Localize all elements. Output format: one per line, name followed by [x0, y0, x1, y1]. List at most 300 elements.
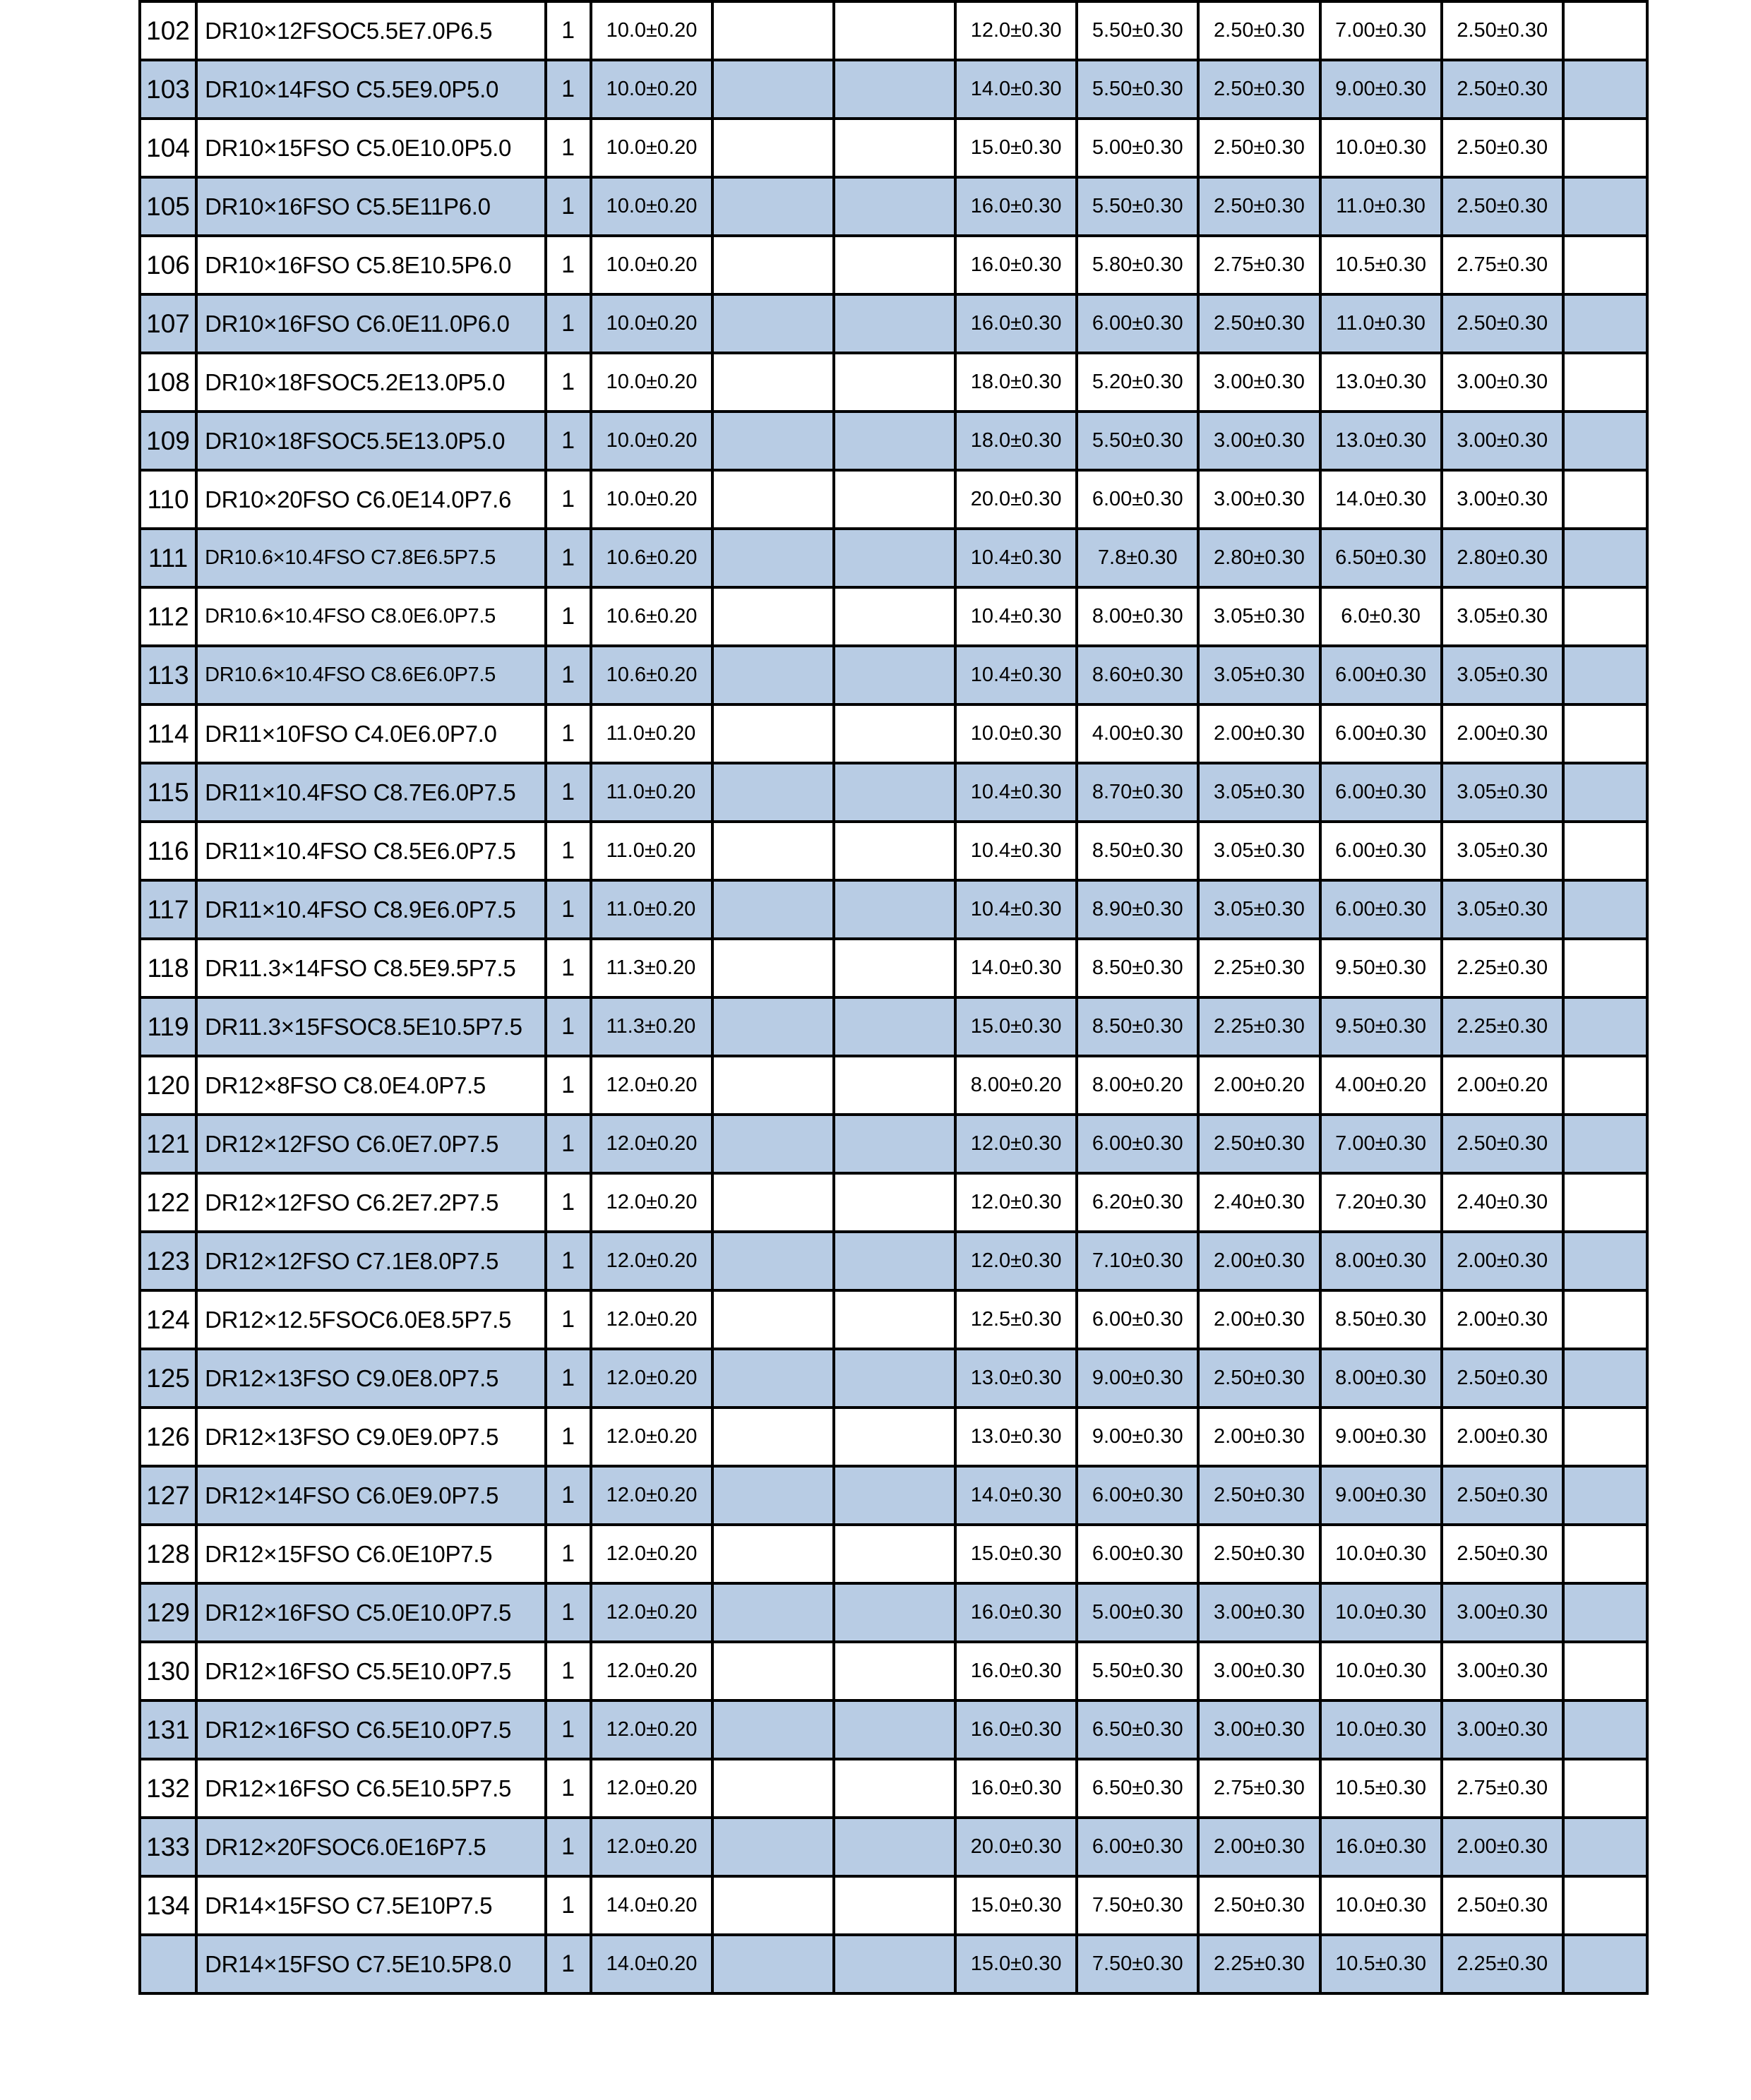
diameter-cell: 12.0±0.20: [591, 1408, 712, 1466]
empty-cell: [1563, 1876, 1647, 1935]
diameter-cell: 10.6±0.20: [591, 587, 712, 646]
empty-cell: [1563, 1349, 1647, 1408]
quantity-cell: 1: [546, 353, 591, 412]
diameter-cell: 10.0±0.20: [591, 236, 712, 294]
empty-cell: [712, 1700, 834, 1759]
model-cell: DR11.3×14FSO C8.5E9.5P7.5: [196, 939, 545, 997]
dimension-p-cell: 2.50±0.30: [1442, 1466, 1563, 1525]
diameter-cell: 14.0±0.20: [591, 1876, 712, 1935]
diameter-cell: 10.0±0.20: [591, 353, 712, 412]
dimension-e-cell: 16.0±0.30: [1320, 1818, 1442, 1876]
dimension-c-cell: 9.00±0.30: [1077, 1408, 1198, 1466]
dimension-c-cell: 6.00±0.30: [1077, 1466, 1198, 1525]
dimension-p-cell: 2.75±0.30: [1442, 236, 1563, 294]
empty-cell: [834, 294, 955, 353]
table-row: [140, 1935, 1647, 1993]
dimension-c-cell: 5.00±0.30: [1077, 119, 1198, 177]
quantity-cell: 1: [546, 1759, 591, 1818]
length-cell: 20.0±0.30: [955, 470, 1077, 529]
dimension-c-cell: 5.50±0.30: [1077, 1, 1198, 60]
table-row: [140, 1759, 1647, 1818]
length-cell: 14.0±0.30: [955, 60, 1077, 119]
dimension-c-cell: 8.70±0.30: [1077, 763, 1198, 822]
empty-cell: [1563, 1583, 1647, 1642]
model-cell: DR11.3×15FSOC8.5E10.5P7.5: [196, 997, 545, 1056]
model-cell: DR12×16FSO C5.5E10.0P7.5: [196, 1642, 545, 1700]
table-row: [140, 1115, 1647, 1173]
quantity-cell: 1: [546, 587, 591, 646]
diameter-cell: 10.0±0.20: [591, 1, 712, 60]
dimension-e-cell: 6.00±0.30: [1320, 880, 1442, 939]
diameter-cell: 12.0±0.20: [591, 1115, 712, 1173]
dimension-h-cell: 2.00±0.20: [1198, 1056, 1320, 1115]
row-number-cell: 129: [140, 1583, 196, 1642]
model-cell: DR10×14FSO C5.5E9.0P5.0: [196, 60, 545, 119]
model-cell: DR12×16FSO C6.5E10.0P7.5: [196, 1700, 545, 1759]
dimension-p-cell: 3.00±0.30: [1442, 353, 1563, 412]
dimension-h-cell: 2.50±0.30: [1198, 1466, 1320, 1525]
dimension-h-cell: 3.05±0.30: [1198, 587, 1320, 646]
empty-cell: [712, 939, 834, 997]
length-cell: 15.0±0.30: [955, 1525, 1077, 1583]
empty-cell: [712, 529, 834, 587]
empty-cell: [712, 119, 834, 177]
row-number-cell: 113: [140, 646, 196, 704]
dimension-p-cell: 2.00±0.30: [1442, 1818, 1563, 1876]
empty-cell: [834, 1232, 955, 1290]
row-number-cell: 111: [140, 529, 196, 587]
empty-cell: [712, 1642, 834, 1700]
dimension-e-cell: 11.0±0.30: [1320, 294, 1442, 353]
diameter-cell: 10.6±0.20: [591, 529, 712, 587]
row-number-cell: 128: [140, 1525, 196, 1583]
diameter-cell: 12.0±0.20: [591, 1759, 712, 1818]
dimension-c-cell: 7.50±0.30: [1077, 1935, 1198, 1993]
empty-cell: [712, 1583, 834, 1642]
dimension-h-cell: 2.50±0.30: [1198, 119, 1320, 177]
table-row: [140, 880, 1647, 939]
quantity-cell: 1: [546, 1349, 591, 1408]
empty-cell: [1563, 60, 1647, 119]
dimension-e-cell: 6.00±0.30: [1320, 704, 1442, 763]
dimension-c-cell: 9.00±0.30: [1077, 1349, 1198, 1408]
empty-cell: [1563, 1173, 1647, 1232]
dimension-h-cell: 3.05±0.30: [1198, 880, 1320, 939]
empty-cell: [834, 1349, 955, 1408]
empty-cell: [834, 997, 955, 1056]
length-cell: 15.0±0.30: [955, 997, 1077, 1056]
model-cell: DR12×13FSO C9.0E8.0P7.5: [196, 1349, 545, 1408]
empty-cell: [712, 1759, 834, 1818]
empty-cell: [834, 1700, 955, 1759]
row-number-cell: 104: [140, 119, 196, 177]
dimension-e-cell: 8.00±0.30: [1320, 1349, 1442, 1408]
empty-cell: [834, 1466, 955, 1525]
quantity-cell: 1: [546, 763, 591, 822]
diameter-cell: 12.0±0.20: [591, 1525, 712, 1583]
model-cell: DR12×16FSO C6.5E10.5P7.5: [196, 1759, 545, 1818]
dimension-e-cell: 8.50±0.30: [1320, 1290, 1442, 1349]
table-row: [140, 1232, 1647, 1290]
dimension-e-cell: 13.0±0.30: [1320, 412, 1442, 470]
table-row: [140, 60, 1647, 119]
empty-cell: [1563, 939, 1647, 997]
model-cell: DR10×18FSOC5.5E13.0P5.0: [196, 412, 545, 470]
dimension-h-cell: 3.05±0.30: [1198, 646, 1320, 704]
empty-cell: [834, 587, 955, 646]
dimension-e-cell: 10.5±0.30: [1320, 1759, 1442, 1818]
model-cell: DR10.6×10.4FSO C7.8E6.5P7.5: [196, 529, 545, 587]
empty-cell: [1563, 1818, 1647, 1876]
dimension-p-cell: 2.00±0.20: [1442, 1056, 1563, 1115]
dimension-p-cell: 2.00±0.30: [1442, 1232, 1563, 1290]
dimension-p-cell: 2.50±0.30: [1442, 1115, 1563, 1173]
empty-cell: [834, 704, 955, 763]
empty-cell: [1563, 529, 1647, 587]
empty-cell: [712, 1818, 834, 1876]
model-cell: DR12×12FSO C6.0E7.0P7.5: [196, 1115, 545, 1173]
quantity-cell: 1: [546, 294, 591, 353]
empty-cell: [834, 1935, 955, 1993]
empty-cell: [1563, 1115, 1647, 1173]
quantity-cell: 1: [546, 1876, 591, 1935]
dimension-p-cell: 2.50±0.30: [1442, 1, 1563, 60]
empty-cell: [712, 1173, 834, 1232]
length-cell: 16.0±0.30: [955, 1642, 1077, 1700]
empty-cell: [834, 412, 955, 470]
table-row: [140, 1525, 1647, 1583]
table-row: [140, 1056, 1647, 1115]
empty-cell: [1563, 1466, 1647, 1525]
dimension-e-cell: 9.50±0.30: [1320, 939, 1442, 997]
dimension-h-cell: 3.00±0.30: [1198, 412, 1320, 470]
length-cell: 15.0±0.30: [955, 1935, 1077, 1993]
row-number-cell: 107: [140, 294, 196, 353]
dimension-c-cell: 5.50±0.30: [1077, 1642, 1198, 1700]
empty-cell: [834, 646, 955, 704]
dimension-h-cell: 2.50±0.30: [1198, 1525, 1320, 1583]
dimension-e-cell: 6.50±0.30: [1320, 529, 1442, 587]
dimension-h-cell: 2.25±0.30: [1198, 1935, 1320, 1993]
dimension-c-cell: 6.00±0.30: [1077, 1525, 1198, 1583]
dimension-h-cell: 2.25±0.30: [1198, 939, 1320, 997]
dimension-c-cell: 7.8±0.30: [1077, 529, 1198, 587]
dimension-e-cell: 9.00±0.30: [1320, 1408, 1442, 1466]
dimension-h-cell: 2.50±0.30: [1198, 1876, 1320, 1935]
model-cell: DR10×16FSO C5.5E11P6.0: [196, 177, 545, 236]
dimension-e-cell: 6.00±0.30: [1320, 822, 1442, 880]
dimension-e-cell: 10.0±0.30: [1320, 1700, 1442, 1759]
row-number-cell: 124: [140, 1290, 196, 1349]
table-row: [140, 1876, 1647, 1935]
row-number-cell: 130: [140, 1642, 196, 1700]
dimension-p-cell: 2.50±0.30: [1442, 1525, 1563, 1583]
dimension-h-cell: 3.00±0.30: [1198, 1700, 1320, 1759]
empty-cell: [712, 646, 834, 704]
dimension-e-cell: 6.0±0.30: [1320, 587, 1442, 646]
row-number-cell: 118: [140, 939, 196, 997]
dimension-h-cell: 2.50±0.30: [1198, 177, 1320, 236]
dimension-p-cell: 3.05±0.30: [1442, 646, 1563, 704]
empty-cell: [1563, 1232, 1647, 1290]
empty-cell: [834, 1, 955, 60]
quantity-cell: 1: [546, 119, 591, 177]
row-number-cell: 119: [140, 997, 196, 1056]
dimension-p-cell: 2.25±0.30: [1442, 939, 1563, 997]
length-cell: 16.0±0.30: [955, 236, 1077, 294]
empty-cell: [712, 997, 834, 1056]
dimension-h-cell: 3.05±0.30: [1198, 763, 1320, 822]
length-cell: 18.0±0.30: [955, 353, 1077, 412]
diameter-cell: 12.0±0.20: [591, 1173, 712, 1232]
length-cell: 8.00±0.20: [955, 1056, 1077, 1115]
empty-cell: [1563, 1700, 1647, 1759]
empty-cell: [1563, 1408, 1647, 1466]
dimension-e-cell: 14.0±0.30: [1320, 470, 1442, 529]
dimension-h-cell: 2.50±0.30: [1198, 1, 1320, 60]
diameter-cell: 10.0±0.20: [591, 60, 712, 119]
dimension-h-cell: 2.25±0.30: [1198, 997, 1320, 1056]
table-row: [140, 1818, 1647, 1876]
dimension-c-cell: 8.50±0.30: [1077, 997, 1198, 1056]
dimension-c-cell: 8.00±0.30: [1077, 587, 1198, 646]
dimension-c-cell: 6.20±0.30: [1077, 1173, 1198, 1232]
diameter-cell: 12.0±0.20: [591, 1642, 712, 1700]
dimension-h-cell: 3.05±0.30: [1198, 822, 1320, 880]
dimension-p-cell: 2.25±0.30: [1442, 1935, 1563, 1993]
dimension-e-cell: 9.00±0.30: [1320, 60, 1442, 119]
quantity-cell: 1: [546, 1232, 591, 1290]
table-row: [140, 412, 1647, 470]
row-number-cell: 109: [140, 412, 196, 470]
dimension-c-cell: 6.50±0.30: [1077, 1759, 1198, 1818]
empty-cell: [1563, 294, 1647, 353]
table-row: [140, 294, 1647, 353]
empty-cell: [712, 60, 834, 119]
empty-cell: [712, 880, 834, 939]
row-number-cell: 133: [140, 1818, 196, 1876]
dimension-p-cell: 2.75±0.30: [1442, 1759, 1563, 1818]
row-number-cell: 103: [140, 60, 196, 119]
quantity-cell: 1: [546, 470, 591, 529]
empty-cell: [1563, 1759, 1647, 1818]
diameter-cell: 12.0±0.20: [591, 1232, 712, 1290]
length-cell: 12.0±0.30: [955, 1232, 1077, 1290]
empty-cell: [712, 412, 834, 470]
quantity-cell: 1: [546, 880, 591, 939]
row-number-cell: 114: [140, 704, 196, 763]
model-cell: DR14×15FSO C7.5E10.5P8.0: [196, 1935, 545, 1993]
table-row: [140, 529, 1647, 587]
dimension-p-cell: 2.00±0.30: [1442, 1290, 1563, 1349]
diameter-cell: 14.0±0.20: [591, 1935, 712, 1993]
dimension-c-cell: 7.10±0.30: [1077, 1232, 1198, 1290]
empty-cell: [1563, 1056, 1647, 1115]
diameter-cell: 10.0±0.20: [591, 177, 712, 236]
empty-cell: [834, 236, 955, 294]
empty-cell: [834, 119, 955, 177]
empty-cell: [712, 1525, 834, 1583]
dimension-p-cell: 2.50±0.30: [1442, 119, 1563, 177]
dimension-p-cell: 2.00±0.30: [1442, 1408, 1563, 1466]
row-number-cell: 120: [140, 1056, 196, 1115]
table-row: [140, 1642, 1647, 1700]
model-cell: DR10×18FSOC5.2E13.0P5.0: [196, 353, 545, 412]
row-number-cell: 110: [140, 470, 196, 529]
dimension-h-cell: 2.80±0.30: [1198, 529, 1320, 587]
row-number-cell: 108: [140, 353, 196, 412]
model-cell: DR10×16FSO C6.0E11.0P6.0: [196, 294, 545, 353]
empty-cell: [712, 822, 834, 880]
length-cell: 10.4±0.30: [955, 646, 1077, 704]
quantity-cell: 1: [546, 822, 591, 880]
quantity-cell: 1: [546, 1935, 591, 1993]
row-number-cell: 112: [140, 587, 196, 646]
model-cell: DR12×16FSO C5.0E10.0P7.5: [196, 1583, 545, 1642]
empty-cell: [712, 1290, 834, 1349]
dimension-c-cell: 6.00±0.30: [1077, 1290, 1198, 1349]
quantity-cell: 1: [546, 704, 591, 763]
dimension-c-cell: 6.00±0.30: [1077, 1115, 1198, 1173]
model-cell: DR12×20FSOC6.0E16P7.5: [196, 1818, 545, 1876]
empty-cell: [712, 1232, 834, 1290]
empty-cell: [1563, 646, 1647, 704]
length-cell: 16.0±0.30: [955, 1759, 1077, 1818]
spec-table-body: [140, 1, 1647, 1993]
dimension-p-cell: 2.25±0.30: [1442, 997, 1563, 1056]
empty-cell: [1563, 177, 1647, 236]
row-number-cell: 106: [140, 236, 196, 294]
row-number-cell: 117: [140, 880, 196, 939]
table-row: [140, 587, 1647, 646]
table-row: [140, 119, 1647, 177]
dimension-e-cell: 10.0±0.30: [1320, 1525, 1442, 1583]
quantity-cell: 1: [546, 60, 591, 119]
empty-cell: [834, 822, 955, 880]
row-number-cell: 102: [140, 1, 196, 60]
model-cell: DR12×12FSO C6.2E7.2P7.5: [196, 1173, 545, 1232]
empty-cell: [834, 1408, 955, 1466]
dimension-c-cell: 5.50±0.30: [1077, 60, 1198, 119]
dimension-c-cell: 5.50±0.30: [1077, 177, 1198, 236]
dimension-h-cell: 3.00±0.30: [1198, 470, 1320, 529]
empty-cell: [834, 1173, 955, 1232]
dimension-p-cell: 3.05±0.30: [1442, 822, 1563, 880]
empty-cell: [834, 763, 955, 822]
dimension-c-cell: 8.90±0.30: [1077, 880, 1198, 939]
empty-cell: [712, 704, 834, 763]
dimension-e-cell: 6.00±0.30: [1320, 763, 1442, 822]
row-number-cell: 121: [140, 1115, 196, 1173]
table-row: [140, 1408, 1647, 1466]
diameter-cell: 12.0±0.20: [591, 1290, 712, 1349]
empty-cell: [1563, 763, 1647, 822]
dimension-e-cell: 11.0±0.30: [1320, 177, 1442, 236]
table-row: [140, 470, 1647, 529]
dimension-h-cell: 2.40±0.30: [1198, 1173, 1320, 1232]
model-cell: DR11×10FSO C4.0E6.0P7.0: [196, 704, 545, 763]
empty-cell: [712, 1, 834, 60]
length-cell: 15.0±0.30: [955, 119, 1077, 177]
quantity-cell: 1: [546, 1642, 591, 1700]
dimension-c-cell: 6.00±0.30: [1077, 1818, 1198, 1876]
dimension-c-cell: 8.60±0.30: [1077, 646, 1198, 704]
dimension-h-cell: 2.50±0.30: [1198, 60, 1320, 119]
table-row: [140, 939, 1647, 997]
quantity-cell: 1: [546, 177, 591, 236]
model-cell: DR10×16FSO C5.8E10.5P6.0: [196, 236, 545, 294]
empty-cell: [1563, 119, 1647, 177]
empty-cell: [1563, 1642, 1647, 1700]
dimension-p-cell: 3.05±0.30: [1442, 587, 1563, 646]
dimension-e-cell: 7.00±0.30: [1320, 1, 1442, 60]
table-row: [140, 997, 1647, 1056]
dimension-h-cell: 2.50±0.30: [1198, 1349, 1320, 1408]
dimension-p-cell: 3.00±0.30: [1442, 470, 1563, 529]
length-cell: 16.0±0.30: [955, 1583, 1077, 1642]
model-cell: DR11×10.4FSO C8.5E6.0P7.5: [196, 822, 545, 880]
dimension-c-cell: 4.00±0.30: [1077, 704, 1198, 763]
diameter-cell: 11.0±0.20: [591, 822, 712, 880]
quantity-cell: 1: [546, 1466, 591, 1525]
dimension-e-cell: 8.00±0.30: [1320, 1232, 1442, 1290]
row-number-cell: 125: [140, 1349, 196, 1408]
table-row: [140, 1583, 1647, 1642]
empty-cell: [1563, 1935, 1647, 1993]
length-cell: 20.0±0.30: [955, 1818, 1077, 1876]
dimension-p-cell: 2.40±0.30: [1442, 1173, 1563, 1232]
row-number-cell: 126: [140, 1408, 196, 1466]
dimension-e-cell: 10.5±0.30: [1320, 236, 1442, 294]
empty-cell: [712, 294, 834, 353]
diameter-cell: 10.0±0.20: [591, 294, 712, 353]
empty-cell: [1563, 822, 1647, 880]
length-cell: 18.0±0.30: [955, 412, 1077, 470]
empty-cell: [834, 1818, 955, 1876]
empty-cell: [834, 880, 955, 939]
dimension-e-cell: 10.0±0.30: [1320, 1876, 1442, 1935]
dimension-e-cell: 6.00±0.30: [1320, 646, 1442, 704]
diameter-cell: 12.0±0.20: [591, 1583, 712, 1642]
empty-cell: [834, 1876, 955, 1935]
empty-cell: [712, 1466, 834, 1525]
dimension-p-cell: 3.00±0.30: [1442, 412, 1563, 470]
length-cell: 10.0±0.30: [955, 704, 1077, 763]
length-cell: 12.0±0.30: [955, 1115, 1077, 1173]
dimension-h-cell: 2.00±0.30: [1198, 1290, 1320, 1349]
model-cell: DR12×13FSO C9.0E9.0P7.5: [196, 1408, 545, 1466]
dimension-p-cell: 2.50±0.30: [1442, 1876, 1563, 1935]
empty-cell: [1563, 880, 1647, 939]
empty-cell: [834, 1056, 955, 1115]
empty-cell: [834, 1290, 955, 1349]
dimension-c-cell: 5.20±0.30: [1077, 353, 1198, 412]
quantity-cell: 1: [546, 1, 591, 60]
quantity-cell: 1: [546, 1583, 591, 1642]
table-row: [140, 1466, 1647, 1525]
dimension-p-cell: 3.05±0.30: [1442, 763, 1563, 822]
table-row: [140, 763, 1647, 822]
empty-cell: [834, 1115, 955, 1173]
dimension-c-cell: 8.00±0.20: [1077, 1056, 1198, 1115]
quantity-cell: 1: [546, 412, 591, 470]
row-number-cell: 115: [140, 763, 196, 822]
dimension-e-cell: 9.00±0.30: [1320, 1466, 1442, 1525]
model-cell: DR12×8FSO C8.0E4.0P7.5: [196, 1056, 545, 1115]
empty-cell: [834, 1583, 955, 1642]
empty-cell: [834, 177, 955, 236]
empty-cell: [712, 236, 834, 294]
